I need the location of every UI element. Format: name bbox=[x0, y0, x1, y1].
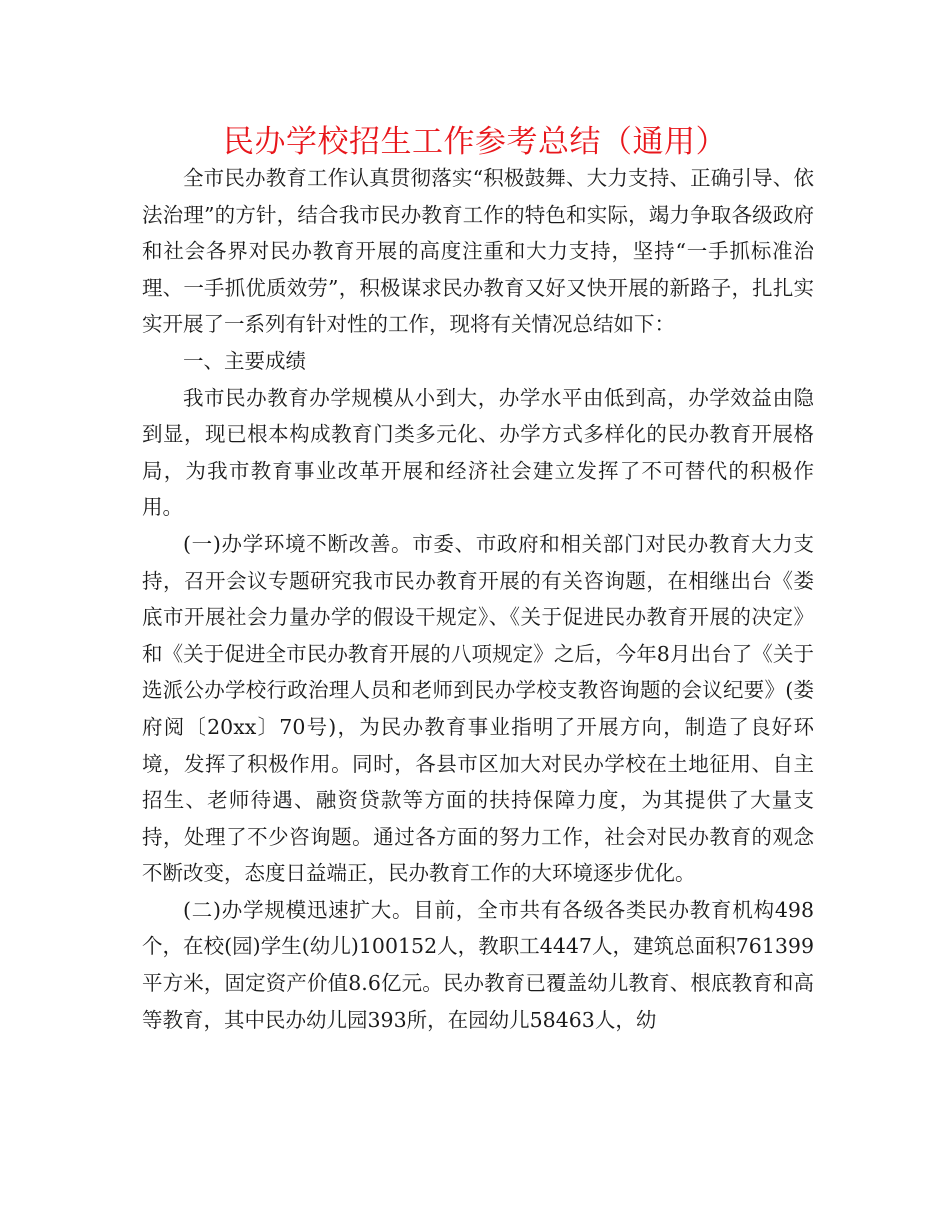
paragraph-scale: (二)办学规模迅速扩大。目前，全市共有各级各类民办教育机构498个，在校(园)学生(幼儿)100152人，教职工4447人，建筑总面积761399平方米，固定资产价值8.6亿元。民办教育已覆盖幼儿教育、根底教育和高等教育，其中民办幼儿园393所，在园幼儿58463人，幼 bbox=[142, 897, 814, 1032]
paragraph-overview: 我市民办教育办学规模从小到大，办学水平由低到高，办学效益由隐到显，现已根本构成教育门类多元化、办学方式多样化的民办教育开展格局，为我市教育事业改革开展和经济社会建立发挥了不可替代的积极作用。 bbox=[142, 385, 814, 520]
document-title: 民办学校招生工作参考总结（通用） bbox=[223, 124, 727, 160]
document-body bbox=[142, 160, 814, 1038]
paragraph-intro: 全市民办教育工作认真贯彻落实“积极鼓舞、大力支持、正确引导、依法治理”的方针，结合我市民办教育工作的特色和实际，竭力争取各级政府和社会各界对民办教育开展的高度注重和大力支持，坚持“一手抓标准治理、一手抓优质效劳”，积极谋求民办教育又好又快开展的新路子，扎扎实实开展了一系列有针对性的工作，现将有关情况总结如下： bbox=[142, 166, 814, 337]
section-heading-main-achievements: 一、主要成绩 bbox=[183, 348, 306, 373]
paragraph-environment: (一)办学环境不断改善。市委、市政府和相关部门对民办教育大力支持，召开会议专题研究我市民办教育开展的有关咨询题，在相继出台《娄底市开展社会力量办学的假设干规定》、《关于促进民办教育开展的决定》和《关于促进全市民办教育开展的八项规定》之后，今年8月出台了《关于选派公办学校行政治理人员和老师到民办学校支教咨询题的会议纪要》(娄府阅〔20xx〕70号)，为民办教育事业指明了开展方向，制造了良好环境，发挥了积极作用。同时，各县市区加大对民办学校在土地征用、自主招生、老师待遇、融资贷款等方面的扶持保障力度，为其提供了大量支持，处理了不少咨询题。通过各方面的努力工作，社会对民办教育的观念不断改变，态度日益端正，民办教育工作的大环境逐步优化。 bbox=[142, 531, 814, 886]
